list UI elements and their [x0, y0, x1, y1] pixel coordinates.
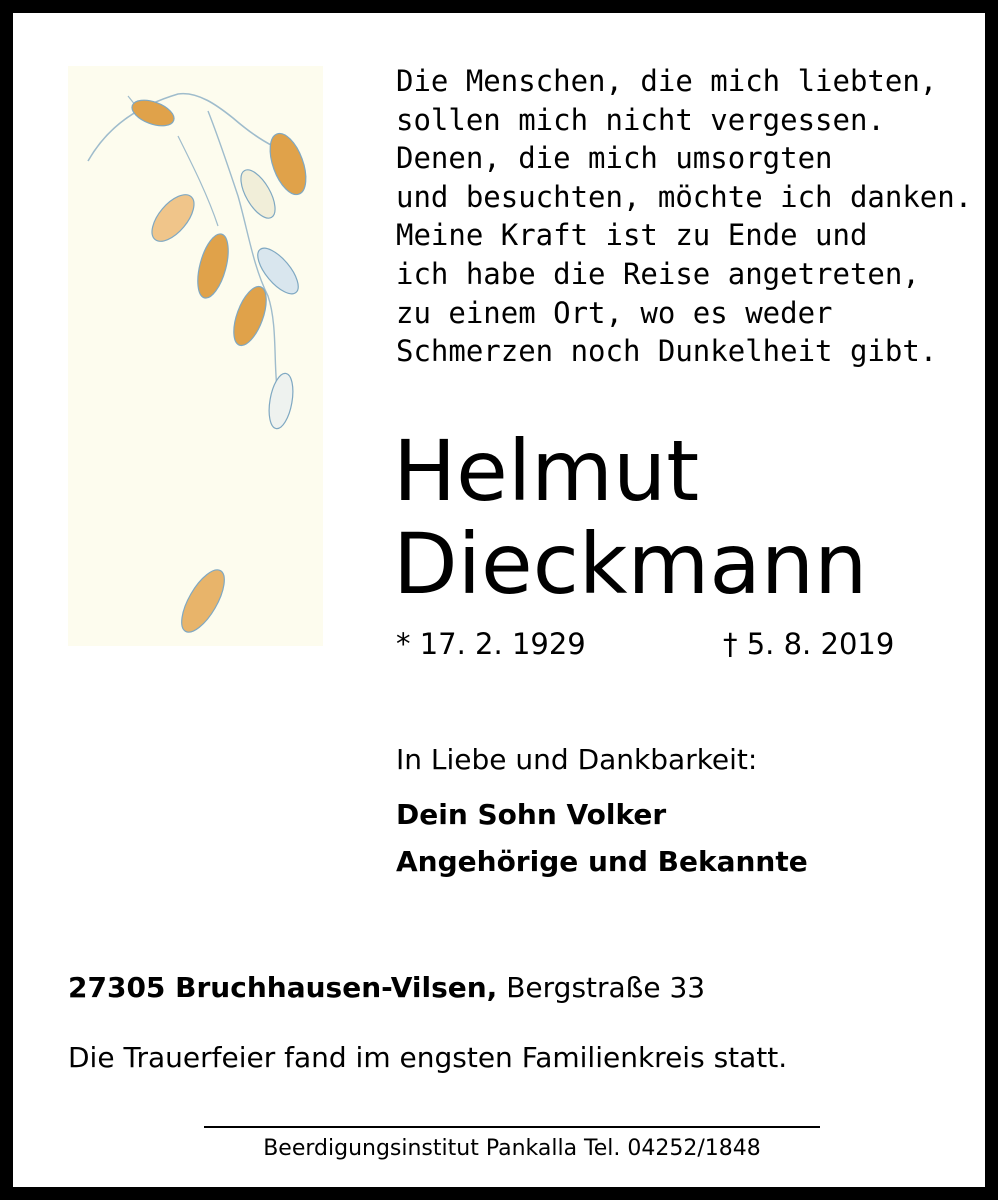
poem-text: Die Menschen, die mich liebten, sollen mich nicht vergessen. Denen, die mich umsorgten und besuchten, möchte ich danken. Meine Kraft ist zu Ende und ich habe die Reise angetreten, zu einem Ort, wo es weder Schmerzen noch Dunkelheit gibt.	[396, 64, 973, 369]
address-city: 27305 Bruchhausen-Vilsen,	[68, 971, 498, 1004]
ceremony-note: Die Trauerfeier fand im engsten Familienkreis statt.	[68, 1041, 788, 1074]
address-line	[68, 969, 705, 1007]
last-name: Dieckmann	[393, 515, 868, 613]
deceased-name	[393, 422, 868, 613]
address-street: Bergstraße 33	[497, 971, 706, 1004]
mourner-son: Dein Sohn Volker	[396, 798, 667, 831]
funeral-home-footer: Beerdigungsinstitut Pankalla Tel. 04252/1848	[263, 1136, 761, 1161]
thanks-line: In Liebe und Dankbarkeit:	[396, 743, 758, 776]
autumn-leaves-branch-icon	[68, 66, 323, 646]
autumn-leaves-illustration	[68, 66, 323, 646]
first-name: Helmut	[393, 422, 700, 520]
footer-divider	[204, 1126, 820, 1128]
mourner-relatives: Angehörige und Bekannte	[396, 845, 808, 878]
birth-date: * 17. 2. 1929	[396, 627, 586, 661]
death-date: † 5. 8. 2019	[723, 627, 895, 661]
